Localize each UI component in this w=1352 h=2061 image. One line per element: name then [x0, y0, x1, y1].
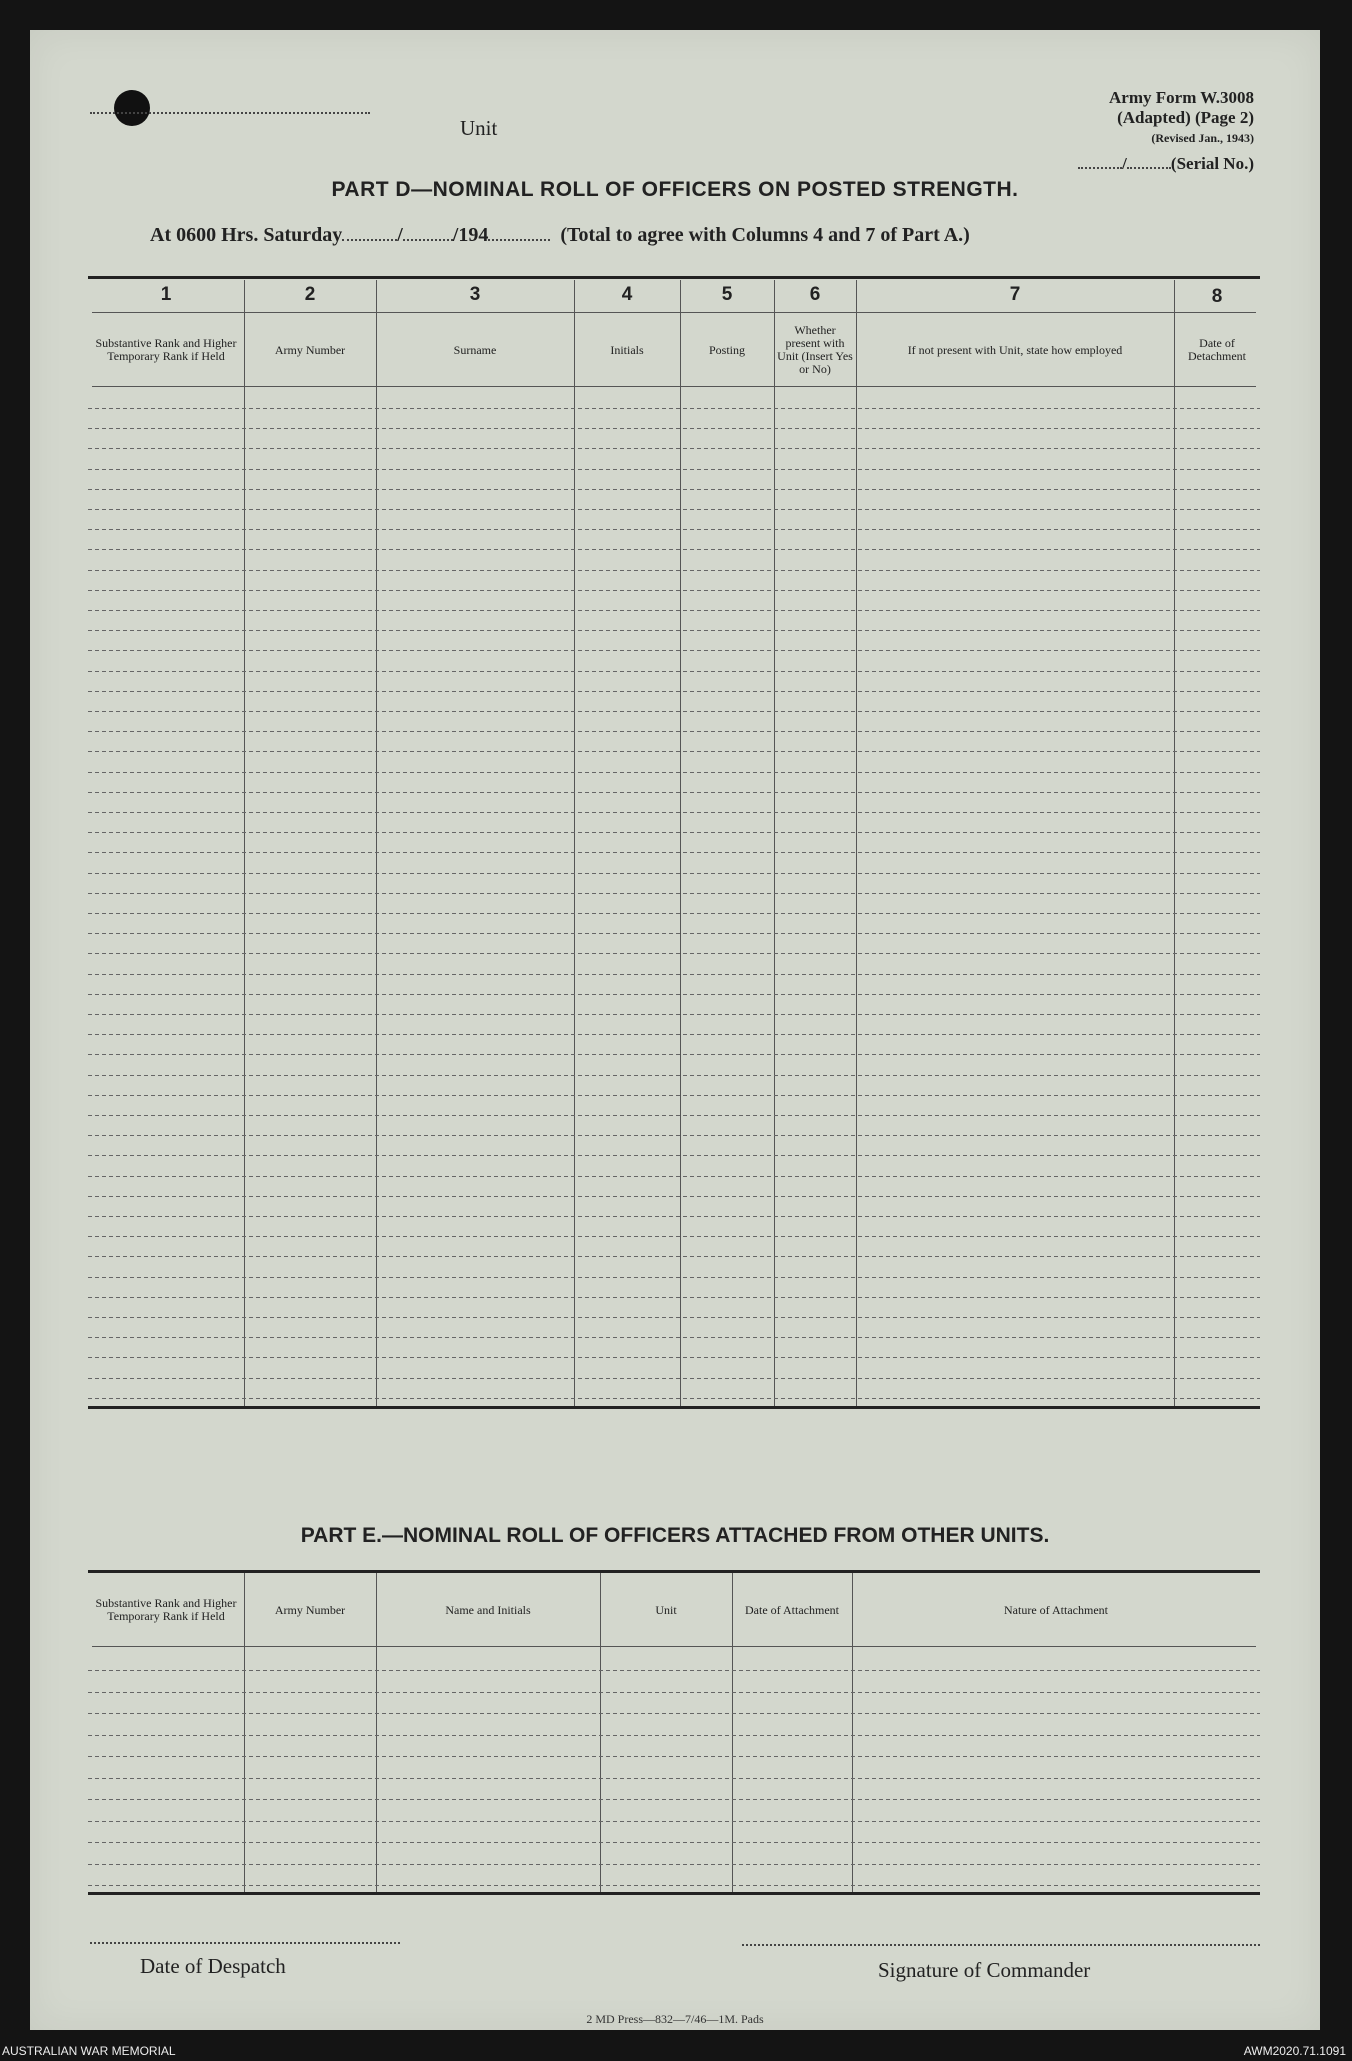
- entry-line: [88, 1756, 1260, 1757]
- part-e-col-date: Date of Attachment: [745, 1602, 839, 1617]
- entry-line: [88, 1864, 1260, 1865]
- form-adapted: (Adapted) (Page 2): [1117, 108, 1254, 127]
- entry-line: [88, 852, 1260, 853]
- entry-line: [88, 408, 1260, 409]
- entry-line: [88, 428, 1260, 429]
- part-e-col-nature: Nature of Attachment: [1004, 1602, 1108, 1617]
- unit-field-line: [90, 112, 370, 114]
- part-d-top-rule: [88, 276, 1260, 279]
- date-of-despatch-label: Date of Despatch: [140, 1954, 286, 1978]
- total-note: (Total to agree with Columns 4 and 7 of Part A.): [560, 224, 970, 246]
- col-5-header: Posting: [708, 342, 745, 357]
- entry-line: [88, 812, 1260, 813]
- archive-bar: [0, 2040, 1352, 2061]
- entry-line: [88, 772, 1260, 773]
- entry-line: [88, 1095, 1260, 1096]
- col-5-number: 5: [721, 284, 733, 305]
- entry-line: [88, 1735, 1260, 1736]
- entry-line: [88, 630, 1260, 631]
- at-prefix: At 0600 Hrs. Saturday: [150, 224, 343, 246]
- entry-line: [88, 913, 1260, 914]
- part-d-bottom-rule: [88, 1406, 1260, 1409]
- entry-line: [88, 529, 1260, 530]
- entry-line: [88, 994, 1260, 995]
- entry-line: [88, 711, 1260, 712]
- entry-line: [88, 448, 1260, 449]
- entry-line: [88, 953, 1260, 954]
- entry-line: [88, 1821, 1260, 1822]
- part-e-col-name: Name and Initials: [445, 1602, 531, 1617]
- part-e-title: PART E.—NOMINAL ROLL OF OFFICERS ATTACHED FROM OTHER UNITS.: [300, 1524, 1050, 1547]
- entry-line: [88, 731, 1260, 732]
- entry-line: [88, 1155, 1260, 1156]
- entry-line: [88, 691, 1260, 692]
- entry-line: [88, 1014, 1260, 1015]
- entry-line: [88, 933, 1260, 934]
- col-1-header: Substantive Rank and Higher Temporary Rank if Held: [95, 336, 237, 363]
- entry-line: [88, 1692, 1260, 1693]
- signature-line: [742, 1944, 1260, 1946]
- entry-line: [88, 1297, 1260, 1298]
- entry-line: [88, 1713, 1260, 1714]
- entry-line: [88, 570, 1260, 571]
- entry-line: [88, 1075, 1260, 1076]
- entry-line: [88, 1398, 1260, 1399]
- entry-line: [88, 1135, 1260, 1136]
- col-7-header: If not present with Unit, state how employed: [907, 342, 1123, 357]
- entry-line: [88, 1799, 1260, 1800]
- press-imprint: 2 MD Press—832—7/46—1M. Pads: [586, 2012, 764, 2026]
- part-e-col-rank: Substantive Rank and Higher Temporary Rank if Held: [95, 1596, 237, 1623]
- entry-line: [88, 469, 1260, 470]
- punch-hole: [114, 90, 150, 126]
- entry-line: [88, 1885, 1260, 1886]
- serial-number: / (Serial No.): [1078, 154, 1254, 174]
- form-identifier: [1109, 88, 1254, 148]
- entry-line: [88, 1236, 1260, 1237]
- entry-line: [88, 1034, 1260, 1035]
- part-e-col-army-number: Army Number: [274, 1602, 346, 1617]
- entry-line: [88, 1256, 1260, 1257]
- entry-line: [88, 590, 1260, 591]
- entry-line: [88, 1337, 1260, 1338]
- entry-line: [88, 1317, 1260, 1318]
- entry-line: [88, 489, 1260, 490]
- entry-line: [88, 1670, 1260, 1671]
- col-3-header: Surname: [453, 342, 497, 357]
- archive-credit: AUSTRALIAN WAR MEMORIAL: [2, 2044, 176, 2058]
- entry-line: [88, 873, 1260, 874]
- col-8-number: 8: [1211, 286, 1223, 307]
- part-e-col-unit: Unit: [655, 1602, 677, 1617]
- entry-line: [88, 1357, 1260, 1358]
- entry-line: [88, 650, 1260, 651]
- part-d-title: PART D—NOMINAL ROLL OF OFFICERS ON POSTED STRENGTH.: [331, 178, 1019, 201]
- entry-line: [88, 671, 1260, 672]
- signature-label: Signature of Commander: [878, 1958, 1091, 1982]
- archive-id: AWM2020.71.1091: [1243, 2044, 1346, 2058]
- year-prefix: /194: [452, 224, 489, 246]
- col-8-header: Date of Detachment: [1188, 336, 1246, 363]
- entry-line: [88, 1115, 1260, 1116]
- col-2-number: 2: [304, 284, 316, 305]
- col-2-header: Army Number: [274, 342, 346, 357]
- entry-line: [88, 1277, 1260, 1278]
- entry-line: [88, 792, 1260, 793]
- entry-line: [88, 1216, 1260, 1217]
- date-of-despatch-line: [90, 1942, 400, 1944]
- form-revised: (Revised Jan., 1943): [1151, 131, 1254, 145]
- serial-label: (Serial No.): [1170, 154, 1254, 173]
- col-4-header: Initials: [610, 342, 644, 357]
- entry-line: [88, 832, 1260, 833]
- col-3-number: 3: [469, 284, 481, 305]
- form-page: [30, 30, 1320, 2030]
- col-6-header: Whether present with Unit (Insert Yes or No): [777, 323, 853, 376]
- entry-line: [88, 1196, 1260, 1197]
- col-1-number: 1: [160, 284, 172, 305]
- entry-line: [88, 509, 1260, 510]
- date-line: At 0600 Hrs. Saturday / /194 (Total to agree with Columns 4 and 7 of Part A.): [150, 224, 970, 246]
- col-4-number: 4: [621, 284, 633, 305]
- entry-line: [88, 751, 1260, 752]
- entry-line: [88, 1842, 1260, 1843]
- col-6-number: 6: [809, 284, 821, 305]
- entry-line: [88, 974, 1260, 975]
- form-number: Army Form W.3008: [1109, 88, 1254, 107]
- entry-line: [88, 1778, 1260, 1779]
- entry-line: [88, 893, 1260, 894]
- part-e-top-rule: [88, 1570, 1260, 1573]
- entry-line: [88, 1176, 1260, 1177]
- entry-line: [88, 610, 1260, 611]
- col-7-number: 7: [1009, 284, 1021, 305]
- entry-line: [88, 549, 1260, 550]
- entry-line: [88, 1054, 1260, 1055]
- part-e-bottom-rule: [88, 1892, 1260, 1895]
- entry-line: [88, 1378, 1260, 1379]
- unit-label: Unit: [460, 116, 498, 140]
